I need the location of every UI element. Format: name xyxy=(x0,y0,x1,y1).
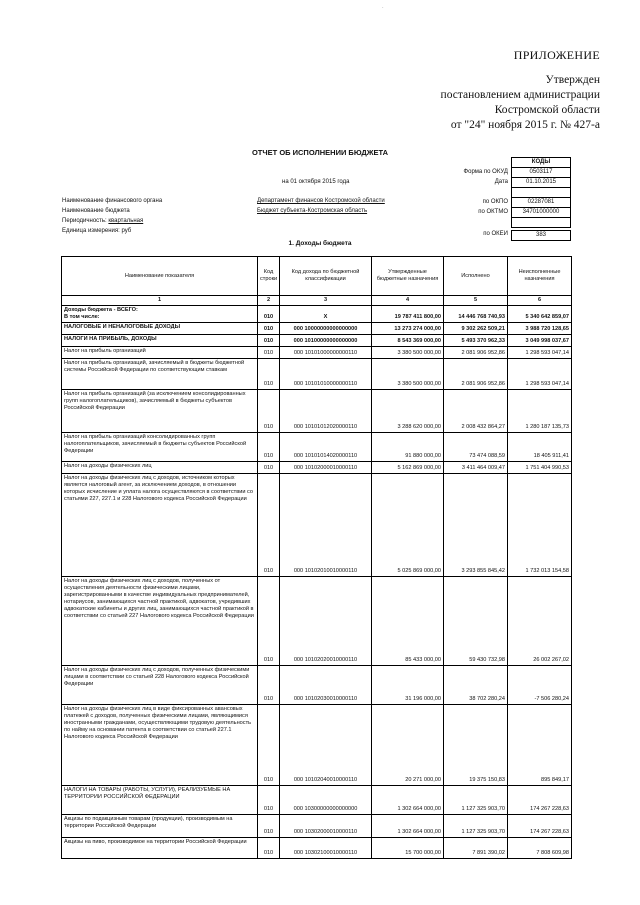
cell-executed: 7 891 390,02 xyxy=(444,838,508,859)
okei-value: 383 xyxy=(511,230,571,241)
approval-line-3: Костромской области xyxy=(494,104,600,116)
cell-unexecuted: 1 280 187 135,73 xyxy=(508,390,572,433)
cell-name: Налог на доходы физических лиц в виде фиксированных авансовых платежей с доходов, полученных физическими лицами, являющимися иностранными гражданами, осуществляющими трудовую деятельность по найму на основании патента в соответствии со статьей 227.1 Налогового кодекса Российской Федерации xyxy=(62,705,258,786)
table-row xyxy=(62,323,572,335)
cell-revenue-code: 000 10102000010000110 xyxy=(280,462,372,474)
col-number: 5 xyxy=(444,296,508,306)
cell-executed: 38 702 280,24 xyxy=(444,666,508,705)
cell-unexecuted: 1 298 593 047,14 xyxy=(508,347,572,359)
codes-spacer xyxy=(512,188,570,198)
col-number: 2 xyxy=(258,296,280,306)
cell-name: Акцизы по подакцизным товарам (продукции), производимым на территории Российской Федерации xyxy=(62,815,258,838)
scan-mark: · xyxy=(382,5,384,11)
cell-executed: 3 411 464 009,47 xyxy=(444,462,508,474)
cell-name: Налог на прибыль организаций, зачисляемый в бюджеты бюджетной системы Российской Федерации по соответствующим ставкам xyxy=(62,359,258,390)
column-number-row xyxy=(62,296,572,306)
cell-unexecuted: 3 988 720 128,65 xyxy=(508,323,572,335)
cell-unexecuted: 7 808 609,98 xyxy=(508,838,572,859)
col-number: 1 xyxy=(62,296,258,306)
cell-approved: 3 380 500 000,00 xyxy=(372,347,444,359)
fin-org-label: Наименование финансового органа xyxy=(62,198,163,204)
table-row xyxy=(62,335,572,347)
cell-unexecuted: 174 267 228,63 xyxy=(508,786,572,815)
cell-executed: 2 008 432 864,27 xyxy=(444,390,508,433)
cell-executed: 5 493 370 962,33 xyxy=(444,335,508,347)
budget-value: Бюджет субъекта-Костромская область xyxy=(257,208,368,214)
cell-name: Налог на прибыль организаций (за исключением консолидированных групп налогоплательщиков), зачисляемый в бюджеты субъектов Российской Федерации xyxy=(62,390,258,433)
cell-name: Налог на прибыль организаций xyxy=(62,347,258,359)
cell-line-code: 010 xyxy=(258,577,280,666)
col-number: 3 xyxy=(280,296,372,306)
cell-revenue-code: 000 10300000000000000 xyxy=(280,786,372,815)
col-header: Утвержденные бюджетные назначения xyxy=(372,257,444,296)
cell-line-code: 010 xyxy=(258,323,280,335)
okud-value: 0503117 xyxy=(512,168,570,178)
cell-revenue-code: 000 10102030010000110 xyxy=(280,666,372,705)
cell-line-code: 010 xyxy=(258,786,280,815)
cell-approved: 91 880 000,00 xyxy=(372,433,444,462)
cell-executed: 1 127 325 903,70 xyxy=(444,786,508,815)
cell-line-code: 010 xyxy=(258,359,280,390)
approval-block xyxy=(370,73,600,133)
cell-unexecuted: -7 506 280,24 xyxy=(508,666,572,705)
unit-label: Единица измерения: руб xyxy=(62,228,132,234)
cell-approved: 3 288 620 000,00 xyxy=(372,390,444,433)
cell-line-code: 010 xyxy=(258,306,280,323)
date-line xyxy=(282,179,349,185)
col-number: 6 xyxy=(508,296,572,306)
cell-revenue-code: 000 10102020010000110 xyxy=(280,577,372,666)
cell-line-code: 010 xyxy=(258,815,280,838)
cell-revenue-code: X xyxy=(280,306,372,323)
cell-line-code: 010 xyxy=(258,390,280,433)
codes-header: КОДЫ xyxy=(512,158,570,168)
cell-unexecuted: 895 849,17 xyxy=(508,705,572,786)
table-row xyxy=(62,306,572,323)
codes-blank xyxy=(512,218,570,227)
cell-approved: 13 273 274 000,00 xyxy=(372,323,444,335)
cell-unexecuted: 174 267 228,63 xyxy=(508,815,572,838)
okud-label: Форма по ОКУД xyxy=(463,169,508,175)
cell-executed: 9 302 262 509,21 xyxy=(444,323,508,335)
cell-name: Налог на доходы физических лиц с доходов, полученных физическими лицами в соответствии со статьей 228 Налогового кодекса Российской Федерации xyxy=(62,666,258,705)
cell-revenue-code: 000 10102010010000110 xyxy=(280,474,372,577)
cell-revenue-code: 000 10101000000000110 xyxy=(280,347,372,359)
cell-unexecuted: 18 405 911,41 xyxy=(508,433,572,462)
okei-label: по ОКЕИ xyxy=(483,231,508,237)
table-row xyxy=(62,474,572,577)
cell-name: Налог на доходы физических лиц с доходов, полученных от осуществления деятельности физическими лицами, зарегистрированными в качестве индивидуальных предпринимателей, нотариусов, занимающихся частной практикой, адвокатов, учредивших адвокатские кабинеты и других лиц, занимающихся частной практикой в соответствии со статьей 227 Налогового кодекса Российской Федерации xyxy=(62,577,258,666)
cell-approved: 19 787 411 800,00 xyxy=(372,306,444,323)
cell-executed: 59 430 732,98 xyxy=(444,577,508,666)
col-header: Исполнено xyxy=(444,257,508,296)
table-row xyxy=(62,347,572,359)
cell-line-code: 010 xyxy=(258,705,280,786)
cell-unexecuted: 3 049 998 037,67 xyxy=(508,335,572,347)
oktmo-value: 34701000000 xyxy=(512,208,570,218)
cell-approved: 31 196 000,00 xyxy=(372,666,444,705)
approval-line-2: постановлением администрации xyxy=(440,89,600,101)
col-header: Код строки xyxy=(258,257,280,296)
periodicity xyxy=(62,218,143,224)
cell-approved: 5 025 869 000,00 xyxy=(372,474,444,577)
cell-revenue-code: 000 10100000000000000 xyxy=(280,335,372,347)
table-row xyxy=(62,390,572,433)
cell-unexecuted: 1 751 404 990,53 xyxy=(508,462,572,474)
okpo-value: 02287081 xyxy=(512,198,570,208)
cell-executed: 73 474 088,59 xyxy=(444,433,508,462)
cell-name: НАЛОГИ НА ПРИБЫЛЬ, ДОХОДЫ xyxy=(62,335,258,347)
cell-unexecuted: 1 298 593 047,14 xyxy=(508,359,572,390)
cell-line-code: 010 xyxy=(258,838,280,859)
budget-label: Наименование бюджета xyxy=(62,208,130,214)
cell-executed: 2 081 906 952,86 xyxy=(444,347,508,359)
table-row xyxy=(62,462,572,474)
table-row xyxy=(62,666,572,705)
cell-approved: 85 433 000,00 xyxy=(372,577,444,666)
cell-approved: 3 380 500 000,00 xyxy=(372,359,444,390)
cell-line-code: 010 xyxy=(258,462,280,474)
cell-executed: 14 446 768 740,93 xyxy=(444,306,508,323)
table-row xyxy=(62,433,572,462)
cell-line-code: 010 xyxy=(258,347,280,359)
cell-approved: 15 700 000,00 xyxy=(372,838,444,859)
fin-org-value: Департамент финансов Костромской области xyxy=(257,198,385,204)
table-row xyxy=(62,705,572,786)
cell-executed: 3 293 855 845,42 xyxy=(444,474,508,577)
col-header: Наименование показателя xyxy=(62,257,258,296)
cell-line-code: 010 xyxy=(258,433,280,462)
table-row xyxy=(62,838,572,859)
table-row xyxy=(62,359,572,390)
cell-name: Налог на прибыль организаций консолидированных групп налогоплательщиков, зачисляемый в бюджеты субъектов Российской Федерации xyxy=(62,433,258,462)
oktmo-label: по ОКТМО xyxy=(478,209,508,215)
codes-box xyxy=(511,157,571,228)
col-header: Неисполненные назначения xyxy=(508,257,572,296)
table-row xyxy=(62,577,572,666)
cell-revenue-code: 000 10000000000000000 xyxy=(280,323,372,335)
cell-revenue-code: 000 10101014020000110 xyxy=(280,433,372,462)
approval-date: от "24" ноября 2015 г. № 427-а xyxy=(450,119,600,131)
cell-revenue-code: 000 10101010000000110 xyxy=(280,359,372,390)
cell-executed: 1 127 325 903,70 xyxy=(444,815,508,838)
date-value: 01.10.2015 xyxy=(512,178,570,188)
table-row xyxy=(62,786,572,815)
report-title: ОТЧЕТ ОБ ИСПОЛНЕНИИ БЮДЖЕТА xyxy=(251,148,389,157)
table-body xyxy=(62,306,572,859)
table-header-row xyxy=(62,257,572,296)
date-line-text: на 01 октября 2015 года xyxy=(282,179,350,185)
okpo-label: по ОКПО xyxy=(482,199,508,205)
cell-name: НАЛОГОВЫЕ И НЕНАЛОГОВЫЕ ДОХОДЫ xyxy=(62,323,258,335)
col-header: Код дохода по бюджетной классификации xyxy=(280,257,372,296)
cell-approved: 20 271 000,00 xyxy=(372,705,444,786)
cell-name: НАЛОГИ НА ТОВАРЫ (РАБОТЫ, УСЛУГИ), РЕАЛИЗУЕМЫЕ НА ТЕРРИТОРИИ РОССИЙСКОЙ ФЕДЕРАЦИИ xyxy=(62,786,258,815)
cell-revenue-code: 000 10302100010000110 xyxy=(280,838,372,859)
col-number: 4 xyxy=(372,296,444,306)
periodicity-value: квартальная xyxy=(108,218,144,224)
table-row xyxy=(62,815,572,838)
cell-revenue-code: 000 10102040010000110 xyxy=(280,705,372,786)
periodicity-label: Периодичность: xyxy=(62,218,107,224)
cell-line-code: 010 xyxy=(258,474,280,577)
cell-executed: 19 375 150,83 xyxy=(444,705,508,786)
cell-revenue-code: 000 10302000010000110 xyxy=(280,815,372,838)
cell-approved: 5 162 869 000,00 xyxy=(372,462,444,474)
cell-name: Акцизы на пиво, производимое на территории Российской Федерации xyxy=(62,838,258,859)
cell-approved: 8 543 369 000,00 xyxy=(372,335,444,347)
cell-unexecuted: 26 002 267,02 xyxy=(508,577,572,666)
cell-line-code: 010 xyxy=(258,666,280,705)
cell-unexecuted: 5 340 642 859,07 xyxy=(508,306,572,323)
cell-name: Налог на доходы физических лиц с доходов, источником которых является налоговый агент, за исключением доходов, в отношении которых исчисление и уплата налога осуществляются в соответствии со статьями 227, 227.1 и 228 Налогового кодекса Российской Федерации xyxy=(62,474,258,577)
section-title: 1. Доходы бюджета xyxy=(288,240,352,247)
cell-executed: 2 081 906 952,86 xyxy=(444,359,508,390)
cell-line-code: 010 xyxy=(258,335,280,347)
cell-revenue-code: 000 10101012020000110 xyxy=(280,390,372,433)
cell-approved: 1 302 664 000,00 xyxy=(372,815,444,838)
date-label: Дата xyxy=(494,179,508,185)
approval-line-1: Утвержден xyxy=(545,74,600,86)
revenue-table xyxy=(61,256,572,859)
cell-unexecuted: 1 732 013 154,58 xyxy=(508,474,572,577)
cell-name: Налог на доходы физических лиц xyxy=(62,462,258,474)
cell-name: Доходы бюджета - ВСЕГО: В том числе: xyxy=(62,306,258,323)
appendix-label: ПРИЛОЖЕНИЕ xyxy=(513,48,600,62)
cell-approved: 1 302 664 000,00 xyxy=(372,786,444,815)
